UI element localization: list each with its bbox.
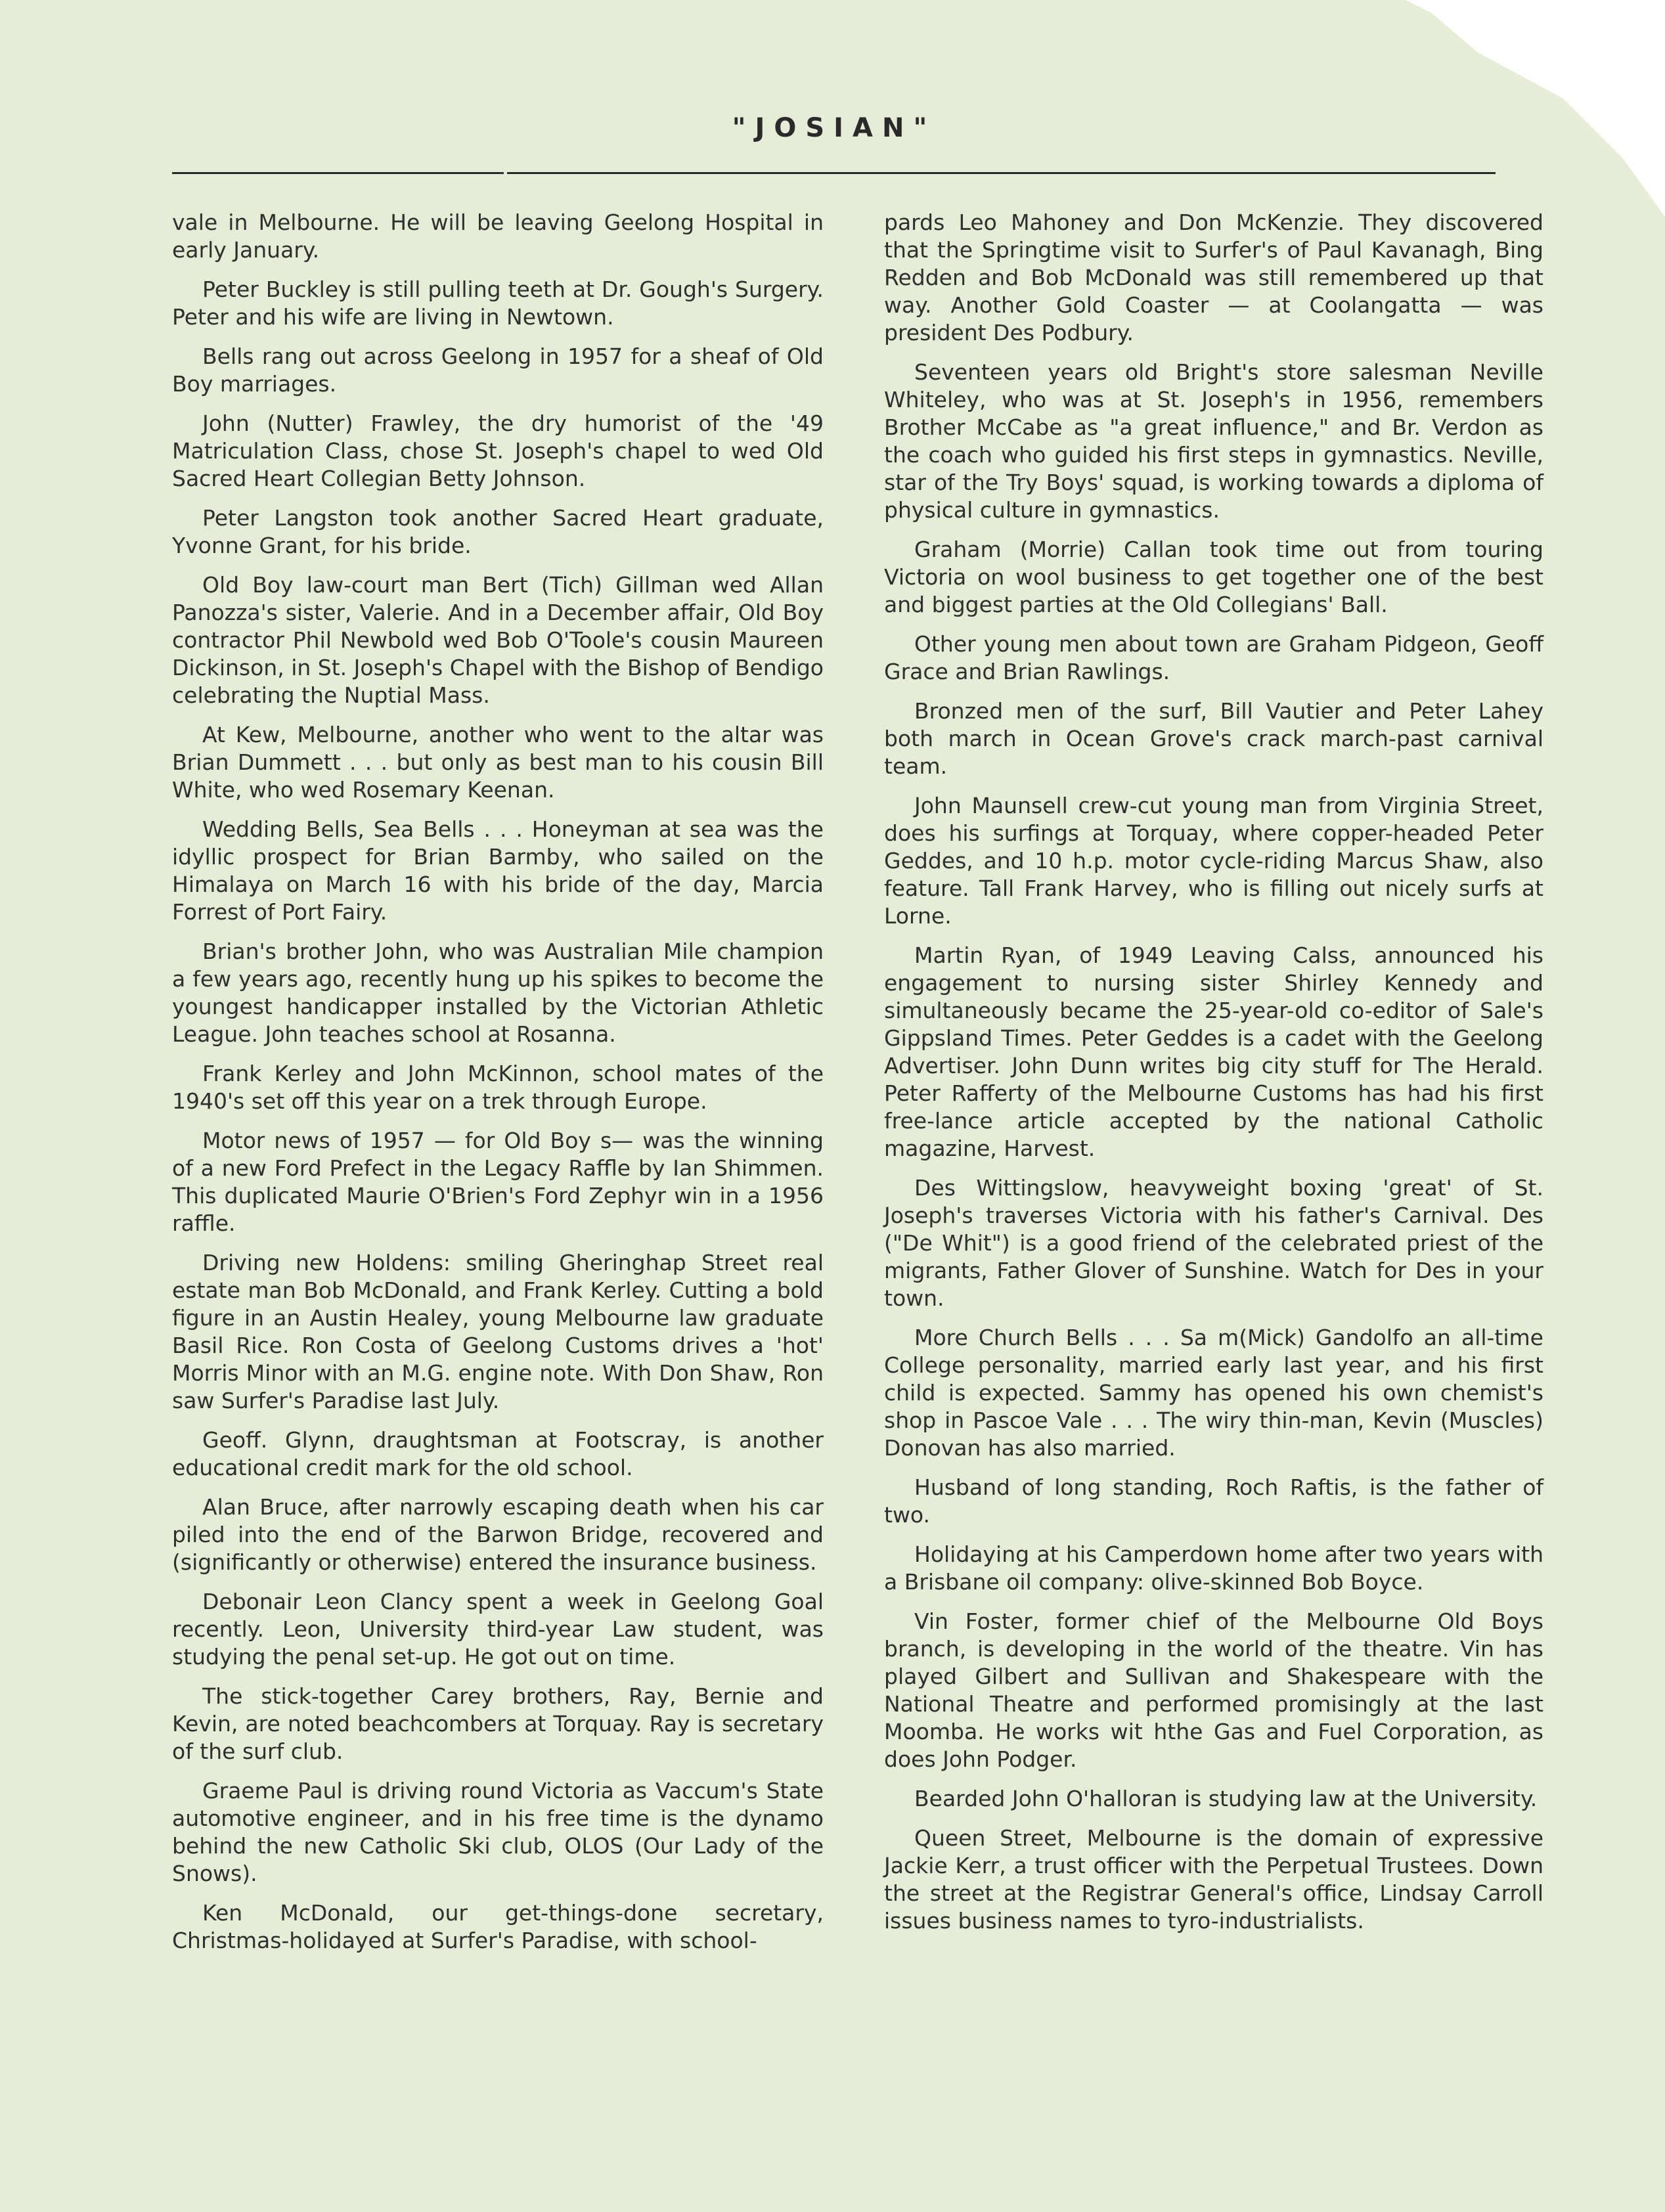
paragraph: Bearded John O'halloran is studying law at the University. [914,1786,1538,1811]
paragraph: Queen Street, Melbourne is the domain of expressive Jackie Kerr, a trust officer with the Perpetual Trustees. Down the street at the Registrar General's office, Lindsay Carroll issues business names to tyro-industrialists. [884,1825,1543,1934]
page-title: "JOSIAN" [732,113,937,143]
paragraph: At Kew, Melbourne, another who went to the altar was Brian Dummett . . . but only as best man to his cousin Bill White, who wed Rosemary Keenan. [172,722,824,803]
right-column [884,209,1543,1947]
paragraph: Wedding Bells, Sea Bells . . . Honeyman at sea was the idyllic prospect for Brian Barmby, who sailed on the Himalaya on March 16 with his bride of the day, Marcia Forrest of Port Fairy. [172,816,824,925]
paragraph: John (Nutter) Frawley, the dry humorist of the '49 Matriculation Class, chose St. Joseph's chapel to wed Old Sacred Heart Collegian Betty Johnson. [172,410,824,491]
paragraph: Motor news of 1957 — for Old Boy s— was the winning of a new Ford Prefect in the Legacy Raffle by Ian Shimmen. This duplicated Maurie O'Brien's Ford Zephyr win in a 1956 raffle. [172,1128,824,1236]
paragraph: Geoff. Glynn, draughtsman at Footscray, is another educational credit mark for the old school. [172,1427,824,1480]
paragraph: Ken McDonald, our get-things-done secretary, Christmas-holidayed at Surfer's Paradise, with school- [172,1900,824,1953]
paragraph: Brian's brother John, who was Australian Mile champion a few years ago, recently hung up his spikes to become the youngest handicapper installed by the Victorian Athletic League. John teaches school at Rosanna. [172,939,824,1047]
header-rule-right [507,172,1496,174]
paragraph: vale in Melbourne. He will be leaving Geelong Hospital in early January. [172,210,824,263]
paragraph: Martin Ryan, of 1949 Leaving Calss, announced his engagement to nursing sister Shirley Kennedy and simultaneously became the 25-year-old co-editor of Sale's Gippsland Times. Peter Geddes is a cadet with the Geelong Advertiser. John Dunn writes big city stuff for The Herald. Peter Rafferty of the Melbourne Customs has had his first free-lance article accepted by the national Catholic magazine, Harvest. [884,942,1543,1161]
paragraph: Old Boy law-court man Bert (Tich) Gillman wed Allan Panozza's sister, Valerie. And in a December affair, Old Boy contractor Phil Newbold wed Bob O'Toole's cousin Maureen Dickinson, in St. Joseph's Chapel with the Bishop of Bendigo celebrating the Nuptial Mass. [172,572,824,708]
paragraph: Alan Bruce, after narrowly escaping death when his car piled into the end of the Barwon Bridge, recovered and (significantly or otherwise) entered the insurance business. [172,1494,824,1575]
paragraph: Graeme Paul is driving round Victoria as Vaccum's State automotive engineer, and in his free time is the dynamo behind the new Catholic Ski club, OLOS (Our Lady of the Snows). [172,1778,824,1886]
paragraph: Driving new Holdens: smiling Gheringhap Street real estate man Bob McDonald, and Frank Kerley. Cutting a bold figure in an Austin Healey, young Melbourne law graduate Basil Rice. Ron Costa of Geelong Customs drives a 'hot' Morris Minor with an M.G. engine note. With Don Shaw, Ron saw Surfer's Paradise last July. [172,1250,824,1413]
paragraph: Peter Langston took another Sacred Heart graduate, Yvonne Grant, for his bride. [172,505,824,558]
paragraph: Vin Foster, former chief of the Melbourne Old Boys branch, is developing in the world of the theatre. Vin has played Gilbert and Sullivan and Shakespeare with the National Theatre and performed promisingly at the last Moomba. He works wit hthe Gas and Fuel Corporation, as does John Podger. [884,1608,1543,1772]
paragraph: Seventeen years old Bright's store salesman Neville Whiteley, who was at St. Joseph's in 1956, remembers Brother McCabe as "a great influence," and Br. Verdon as the coach who guided his first steps in gymnastics. Neville, star of the Try Boys' squad, is working towards a diploma of physical culture in gymnastics. [884,359,1543,523]
header-rule-left [172,172,504,174]
paragraph: Holidaying at his Camperdown home after two years with a Brisbane oil company: olive-skinned Bob Boyce. [884,1541,1543,1595]
paragraph: Bells rang out across Geelong in 1957 for a sheaf of Old Boy marriages. [172,343,824,397]
paragraph: Husband of long standing, Roch Raftis, is the father of two. [884,1474,1543,1528]
paragraph: John Maunsell crew-cut young man from Virginia Street, does his surfings at Torquay, where copper-headed Peter Geddes, and 10 h.p. motor cycle-riding Marcus Shaw, also feature. Tall Frank Harvey, who is filling out nicely surfs at Lorne. [884,793,1543,929]
paragraph: pards Leo Mahoney and Don McKenzie. They discovered that the Springtime visit to Surfer's of Paul Kavanagh, Bing Redden and Bob McDonald was still remembered up that way. Another Gold Coaster — at Coolangatta — was president Des Podbury. [884,210,1543,345]
paragraph: More Church Bells . . . Sa m(Mick) Gandolfo an all-time College personality, married early last year, and his first child is expected. Sammy has opened his own chemist's shop in Pascoe Vale . . . The wiry thin-man, Kevin (Muscles) Donovan has also married. [884,1325,1543,1461]
paragraph: Des Wittingslow, heavyweight boxing 'great' of St. Joseph's traverses Victoria with his father's Carnival. Des ("De Whit") is a good friend of the celebrated priest of the migrants, Father Glover of Sunshine. Watch for Des in your town. [884,1175,1543,1311]
paragraph: Peter Buckley is still pulling teeth at Dr. Gough's Surgery. Peter and his wife are living in Newtown. [172,276,824,330]
left-column [172,209,824,1966]
paragraph: The stick-together Carey brothers, Ray, Bernie and Kevin, are noted beachcombers at Torquay. Ray is secretary of the surf club. [172,1683,824,1764]
paragraph: Frank Kerley and John McKinnon, school mates of the 1940's set off this year on a trek through Europe. [172,1061,824,1114]
paragraph: Bronzed men of the surf, Bill Vautier and Peter Lahey both march in Ocean Grove's crack march-past carnival team. [884,698,1543,779]
paragraph: Graham (Morrie) Callan took time out from touring Victoria on wool business to get together one of the best and biggest parties at the Old Collegians' Ball. [884,537,1543,617]
paragraph: Debonair Leon Clancy spent a week in Geelong Goal recently. Leon, University third-year Law student, was studying the penal set-up. He got out on time. [172,1589,824,1670]
paragraph: Other young men about town are Graham Pidgeon, Geoff Grace and Brian Rawlings. [884,631,1543,684]
